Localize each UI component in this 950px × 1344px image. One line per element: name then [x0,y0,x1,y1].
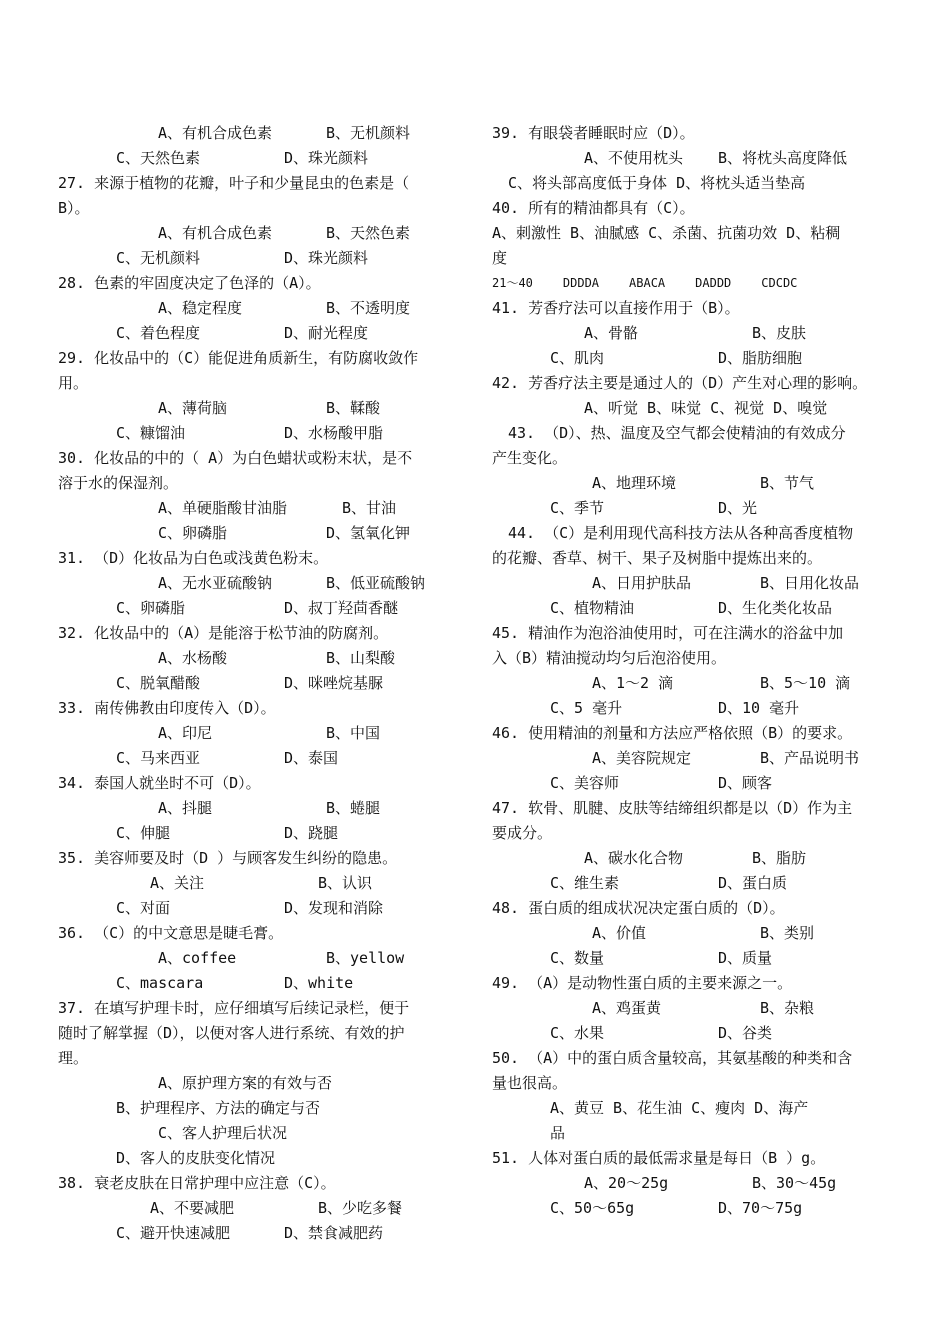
line-text: 入（B）精油搅动均匀后泡浴使用。 [492,649,727,667]
option-text: D、white [284,974,354,992]
option-text: C、维生素 [550,874,620,892]
option-text: B、天然色素 [326,224,411,242]
text-line [58,571,458,596]
line-text: 量也很高。 [492,1074,568,1092]
line-text: 溶于水的保湿剂。 [58,474,179,492]
line-text: 39. 有眼袋者睡眠时应（D）。 [492,124,695,142]
text-line [58,171,458,196]
text-line [492,746,902,771]
option-text: C、对面 [116,899,171,917]
option-text: DADDD [695,276,732,290]
option-text: B、类别 [760,924,815,942]
text-line [58,1046,458,1071]
option-text: B、蜷腿 [326,799,381,817]
text-line [492,921,902,946]
text-line [58,771,458,796]
text-line [492,846,902,871]
text-line [492,146,902,171]
text-line [492,446,902,471]
text-line [58,1021,458,1046]
option-text: A、单硬脂酸甘油脂 [158,499,288,517]
line-text: 51. 人体对蛋白质的最低需求量是每日（B ）g。 [492,1149,826,1167]
option-text: B、不透明度 [326,299,411,317]
line-text: 33. 南传佛教由印度传入（D）。 [58,699,276,717]
option-text: D、脂肪细胞 [718,349,803,367]
text-line [492,946,902,971]
option-text: A、有机合成色素 [158,124,273,142]
line-text: 49. （A）是动物性蛋白质的主要来源之一。 [492,974,793,992]
line-text: A、听觉 B、味觉 C、视觉 D、嗅觉 [584,399,828,417]
text-line [58,246,458,271]
option-text: A、鸡蛋黄 [592,999,662,1017]
option-text: A、水杨酸 [158,649,228,667]
option-text: B、杂粮 [760,999,815,1017]
text-line [58,371,458,396]
text-line [492,221,902,246]
text-line [492,171,902,196]
option-text: C、避开快速减肥 [116,1224,231,1242]
text-line [58,1196,458,1221]
text-line [58,596,458,621]
text-line [492,521,902,546]
line-text: D、客人的皮肤变化情况 [116,1149,276,1167]
line-text: 42. 芳香疗法主要是通过人的（D）产生对心理的影响。 [492,374,868,392]
text-line [58,721,458,746]
text-line [492,696,902,721]
line-text: 用。 [58,374,89,392]
text-line [492,471,902,496]
option-text: D、光 [718,499,758,517]
text-line [58,646,458,671]
text-line [58,221,458,246]
text-line [492,246,902,271]
option-text: B、将枕头高度降低 [718,149,848,167]
option-text: A、有机合成色素 [158,224,273,242]
text-line [58,496,458,521]
text-line [58,921,458,946]
text-line [58,871,458,896]
line-text: B、护理程序、方法的确定与否 [116,1099,321,1117]
text-line [58,146,458,171]
option-text: B、低亚硫酸钠 [326,574,426,592]
text-line [58,296,458,321]
option-text: C、季节 [550,499,605,517]
option-text: D、珠光颜料 [284,149,369,167]
option-text: A、不要减肥 [150,1199,235,1217]
option-text: B、5～10 滴 [760,674,851,692]
line-text: A、黄豆 B、花生油 C、瘦肉 D、海产 [550,1099,809,1117]
text-line [58,1171,458,1196]
option-text: B、鞣酸 [326,399,381,417]
option-text: C、脱氧醋酸 [116,674,201,692]
option-text: DDDDA [562,276,600,290]
line-text: 48. 蛋白质的组成状况决定蛋白质的（D）。 [492,899,785,917]
line-text: 35. 美容师要及时（D ）与顾客发生纠纷的隐患。 [58,849,398,867]
line-text: 随时了解掌握（D），以便对客人进行系统、有效的护 [58,1024,405,1042]
option-text: A、不使用枕头 [584,149,684,167]
text-line [492,371,902,396]
option-text: A、薄荷脑 [158,399,228,417]
text-line [58,971,458,996]
option-text: D、70～75g [718,1199,803,1217]
option-text: D、水杨酸甲脂 [284,424,384,442]
option-text: D、顾客 [718,774,773,792]
text-line [492,546,902,571]
line-text: A、刺激性 B、油腻感 C、杀菌、抗菌功效 D、粘稠 [492,224,841,242]
answer-key-line [492,271,902,296]
text-line [492,896,902,921]
option-text: C、50～65g [550,1199,635,1217]
option-text: C、天然色素 [116,149,201,167]
option-text: D、耐光程度 [284,324,369,342]
text-line [492,421,902,446]
text-line [492,971,902,996]
text-line [58,396,458,421]
text-line [492,1021,902,1046]
option-text: A、价值 [592,924,647,942]
line-text: 要成分。 [492,824,553,842]
line-text: 28. 色素的牢固度决定了色泽的（A）。 [58,274,321,292]
text-line [58,271,458,296]
option-text: D、叔丁羟茴香醚 [284,599,399,617]
line-text: 41. 芳香疗法可以直接作用于（B）。 [492,299,740,317]
text-line [58,346,458,371]
text-line [58,946,458,971]
line-text: C、将头部高度低于身体 D、将枕头适当垫高 [508,174,806,192]
option-text: D、泰国 [284,749,339,767]
text-line [58,821,458,846]
option-text: A、美容院规定 [592,749,692,767]
option-text: D、跷腿 [284,824,339,842]
option-text: C、马来西亚 [116,749,201,767]
text-line [492,571,902,596]
text-line [58,696,458,721]
option-text: A、无水亚硫酸钠 [158,574,273,592]
text-line [58,1096,458,1121]
option-text: D、珠光颜料 [284,249,369,267]
line-text: 40. 所有的精油都具有（C）。 [492,199,695,217]
text-line [492,321,902,346]
option-text: C、肌肉 [550,349,605,367]
line-text: 30. 化妆品的中的（ A）为白色蜡状或粉末状，是不 [58,449,413,467]
text-line [492,1121,902,1146]
option-text: A、骨骼 [584,324,639,342]
line-text: 理。 [58,1049,89,1067]
line-text: 36. （C）的中文意思是睫毛膏。 [58,924,284,942]
option-text: B、节气 [760,474,815,492]
text-line [492,1196,902,1221]
option-text: D、谷类 [718,1024,773,1042]
option-text: B、30～45g [752,1174,837,1192]
text-line [58,421,458,446]
text-line [58,321,458,346]
line-text: 45. 精油作为泡浴油使用时，可在注满水的浴盆中加 [492,624,844,642]
option-text: B、脂肪 [752,849,807,867]
option-text: ABACA [629,276,666,290]
option-text: B、日用化妆品 [760,574,860,592]
option-text: B、无机颜料 [326,124,411,142]
text-line [58,196,458,221]
line-text: 29. 化妆品中的（C）能促进角质新生，有防腐收敛作 [58,349,419,367]
left-column [58,121,458,1246]
text-line [492,646,902,671]
option-text: CDCDC [761,276,798,290]
text-line [492,496,902,521]
line-text: 品 [550,1124,566,1142]
text-line [492,1096,902,1121]
line-text: A、原护理方案的有效与否 [158,1074,333,1092]
line-text: 46. 使用精油的剂量和方法应严格依照（B）的要求。 [492,724,853,742]
text-line [58,996,458,1021]
option-text: A、碳水化合物 [584,849,684,867]
text-line [58,1221,458,1246]
text-line [492,771,902,796]
text-line [58,796,458,821]
text-line [492,621,902,646]
option-text: B、少吃多餐 [318,1199,403,1217]
line-text: C、客人护理后状况 [158,1124,288,1142]
line-text: B）。 [58,199,90,217]
option-text: A、20～25g [584,1174,669,1192]
text-line [58,896,458,921]
text-line [492,1146,902,1171]
option-text: 21～40 [492,276,533,290]
option-text: D、氢氧化钾 [326,524,411,542]
line-text: 产生变化。 [492,449,568,467]
option-text: A、1～2 滴 [592,674,674,692]
option-text: B、山梨酸 [326,649,396,667]
option-text: B、yellow [326,949,405,967]
text-line [492,721,902,746]
text-line [492,671,902,696]
line-text: 50. （A）中的蛋白质含量较高，其氨基酸的种类和含 [492,1049,853,1067]
option-text: C、数量 [550,949,605,967]
text-line [58,846,458,871]
option-text: B、产品说明书 [760,749,860,767]
option-text: D、10 毫升 [718,699,800,717]
text-line [492,1071,902,1096]
line-text: 38. 衰老皮肤在日常护理中应注意（C）。 [58,1174,336,1192]
text-line [492,996,902,1021]
line-text: 31. （D）化妆品为白色或浅黄色粉末。 [58,549,329,567]
text-line [492,346,902,371]
text-line [492,196,902,221]
option-text: D、生化类化妆品 [718,599,833,617]
option-text: D、禁食减肥药 [284,1224,384,1242]
text-line [492,821,902,846]
option-text: A、关注 [150,874,205,892]
option-text: A、coffee [158,949,237,967]
option-text: B、甘油 [342,499,397,517]
text-line [58,446,458,471]
text-line [58,671,458,696]
option-text: C、无机颜料 [116,249,201,267]
option-text: A、日用护肤品 [592,574,692,592]
line-text: 度 [492,249,508,267]
option-text: D、蛋白质 [718,874,788,892]
text-line [492,796,902,821]
text-line [492,121,902,146]
line-text: 44. （C）是利用现代高科技方法从各种高香度植物 [508,524,854,542]
option-text: A、地理环境 [592,474,677,492]
text-line [58,121,458,146]
text-line [58,1146,458,1171]
option-text: C、伸腿 [116,824,171,842]
option-text: B、皮肤 [752,324,807,342]
option-text: A、稳定程度 [158,299,243,317]
option-text: B、认识 [318,874,373,892]
text-line [58,1121,458,1146]
option-text: B、中国 [326,724,381,742]
line-text: 43. （D）、热、温度及空气都会使精油的有效成分 [508,424,846,442]
option-text: C、mascara [116,974,204,992]
text-line [492,596,902,621]
option-text: C、卵磷脂 [116,599,186,617]
text-line [58,746,458,771]
option-text: C、着色程度 [116,324,201,342]
text-line [492,1171,902,1196]
option-text: C、美容师 [550,774,620,792]
text-line [492,396,902,421]
option-text: D、质量 [718,949,773,967]
text-line [58,1071,458,1096]
text-line [58,521,458,546]
line-text: 47. 软骨、肌腱、皮肤等结缔组织都是以（D）作为主 [492,799,853,817]
line-text: 34. 泰国人就坐时不可（D）。 [58,774,261,792]
line-text: 的花瓣、香草、树干、果子及树脂中提炼出来的。 [492,549,823,567]
option-text: C、水果 [550,1024,605,1042]
right-column [492,121,902,1221]
text-line [58,471,458,496]
option-text: A、印尼 [158,724,213,742]
text-line [58,546,458,571]
option-text: C、5 毫升 [550,699,623,717]
line-text: 32. 化妆品中的（A）是能溶于松节油的防腐剂。 [58,624,389,642]
line-text: 37. 在填写护理卡时，应仔细填写后续记录栏，便于 [58,999,410,1017]
option-text: C、糠馏油 [116,424,186,442]
option-text: D、发现和消除 [284,899,384,917]
text-line [492,871,902,896]
option-text: D、咪唑烷基脲 [284,674,384,692]
option-text: A、抖腿 [158,799,213,817]
text-line [58,621,458,646]
option-text: C、卵磷脂 [158,524,228,542]
line-text: 27. 来源于植物的花瓣，叶子和少量昆虫的色素是（ [58,174,410,192]
text-line [492,296,902,321]
option-text: C、植物精油 [550,599,635,617]
text-line [492,1046,902,1071]
